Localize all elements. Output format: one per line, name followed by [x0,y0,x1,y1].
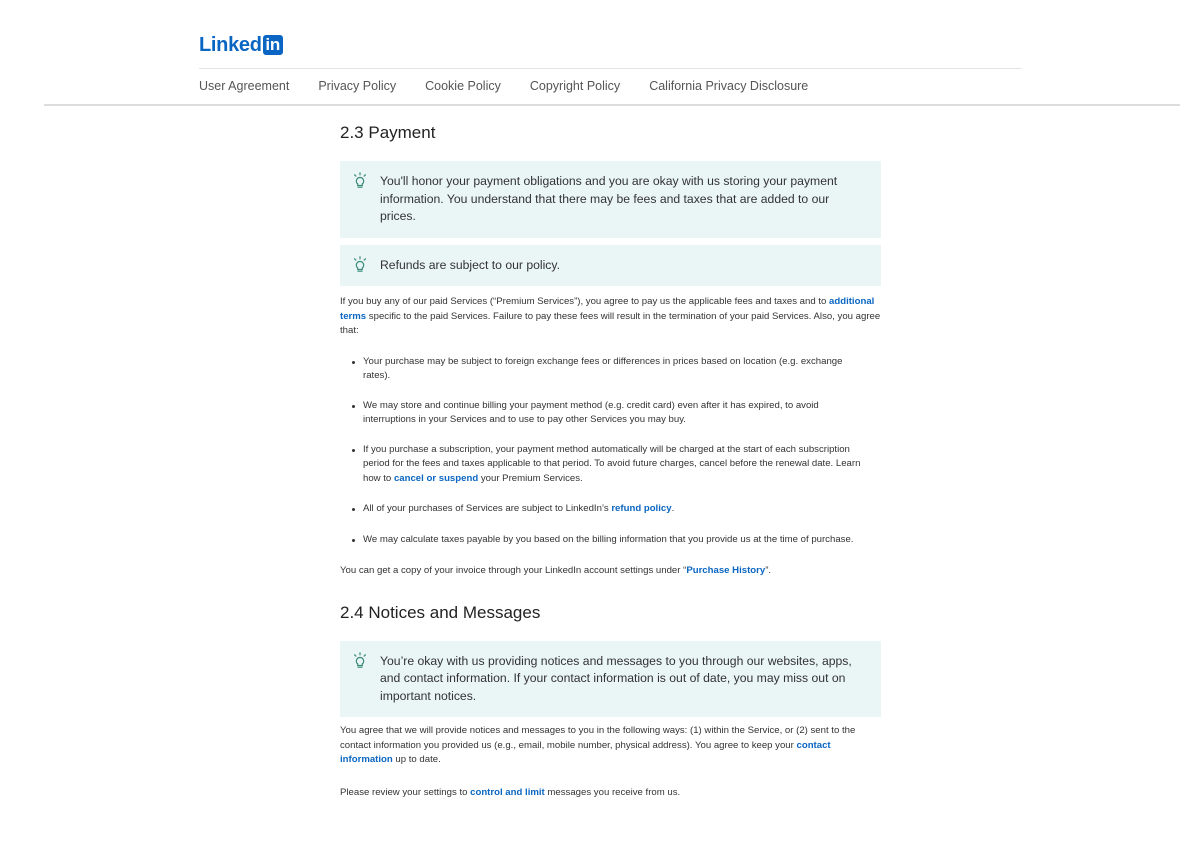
paragraph-text: specific to the paid Services. Failure to pay these fees will result in the termination of your paid Services. Also, you agree that: [340,310,881,336]
legal-nav [199,79,837,99]
list-item-text: We may calculate taxes payable by you based on the billing information that you provide us at the time of purchase. [363,533,854,545]
nav-privacy-policy[interactable]: Privacy Policy [318,79,397,93]
paragraph-text: You agree that we will provide notices and messages to you in the following ways: (1) within the Service, or (2) sent to the contact information you provided us (e.g., email, mobile number, physical address). You agree to keep your [340,725,856,751]
nav-divider [44,104,1180,106]
section-heading-payment: 2.3 Payment [340,123,436,142]
lightbulb-icon [352,172,368,190]
callout-text: Refunds are subject to our policy. [380,257,560,272]
callout-refunds [340,245,881,287]
logo-text: Linked [199,33,262,56]
lightbulb-icon [352,256,368,274]
contact-information-link[interactable]: contact information [340,739,831,765]
list-item [340,533,881,548]
paragraph-text: messages you receive from us. [544,786,681,798]
paragraph-text: You can get a copy of your invoice through your LinkedIn account settings under “ [340,565,687,576]
nav-california-privacy-disclosure[interactable]: California Privacy Disclosure [649,79,809,93]
paragraph-text: If you buy any of our paid Services (“Premium Services”), you agree to pay us the applicable fees and taxes and to [340,296,830,307]
invoice-paragraph [340,564,881,579]
paragraph-text: up to date. [392,754,441,765]
list-item [340,399,881,428]
list-item-text: your Premium Services. [478,472,583,484]
refund-policy-link[interactable]: refund policy [611,503,672,514]
list-item [340,443,881,487]
callout-text: You'll honor your payment obligations and you are okay with us storing your payment information. You understand that there may be fees and taxes that are added to our prices. [380,174,838,223]
additional-terms-link[interactable]: additional terms [340,296,875,322]
lightbulb-icon [352,652,368,670]
logo-in-box: in [263,35,283,55]
callout-notices [340,641,881,718]
review-settings-paragraph [340,786,881,801]
nav-user-agreement[interactable]: User Agreement [199,79,290,93]
list-item-text: If you purchase a subscription, your payment method automatically will be charged at the start of each subscription period for the fees and taxes applicable to that period. To avoid future charges, cancel before the renewal date. Learn how to [363,443,861,484]
purchase-history-link[interactable]: Purchase History [686,565,766,576]
list-item-text: We may store and continue billing your payment method (e.g. credit card) even after it has expired, to avoid interruptions in your Services and to use to pay other Services you may buy. [363,399,819,425]
paragraph-text: Please review your settings to [340,786,471,798]
list-item-text: Your purchase may be subject to foreign exchange fees or differences in prices based on location (e.g. exchange rates). [363,355,843,381]
callout-text: You’re okay with us providing notices and messages to you through our websites, apps, and contact information. If your contact information is out of date, you may miss out on important notices. [380,653,852,703]
section-heading-notices: 2.4 Notices and Messages [340,602,541,622]
list-item [340,355,881,384]
notices-paragraph [340,724,881,768]
callout-payment-obligations [340,161,881,238]
paragraph-text: ”. [765,565,772,576]
list-item-text: . [671,503,675,514]
cancel-or-suspend-link[interactable]: cancel or suspend [393,472,479,484]
linkedin-logo[interactable] [199,34,1021,56]
nav-cookie-policy[interactable]: Cookie Policy [425,79,501,93]
list-item-text: All of your purchases of Services are subject to LinkedIn’s [363,503,612,514]
list-item [340,502,881,517]
control-and-limit-link[interactable]: control and limit [470,786,545,798]
payment-terms-list [340,355,881,548]
header-divider [199,68,1021,69]
payment-intro-paragraph [340,295,881,339]
main-content [340,118,881,800]
nav-copyright-policy[interactable]: Copyright Policy [529,79,621,93]
header [199,34,1021,56]
